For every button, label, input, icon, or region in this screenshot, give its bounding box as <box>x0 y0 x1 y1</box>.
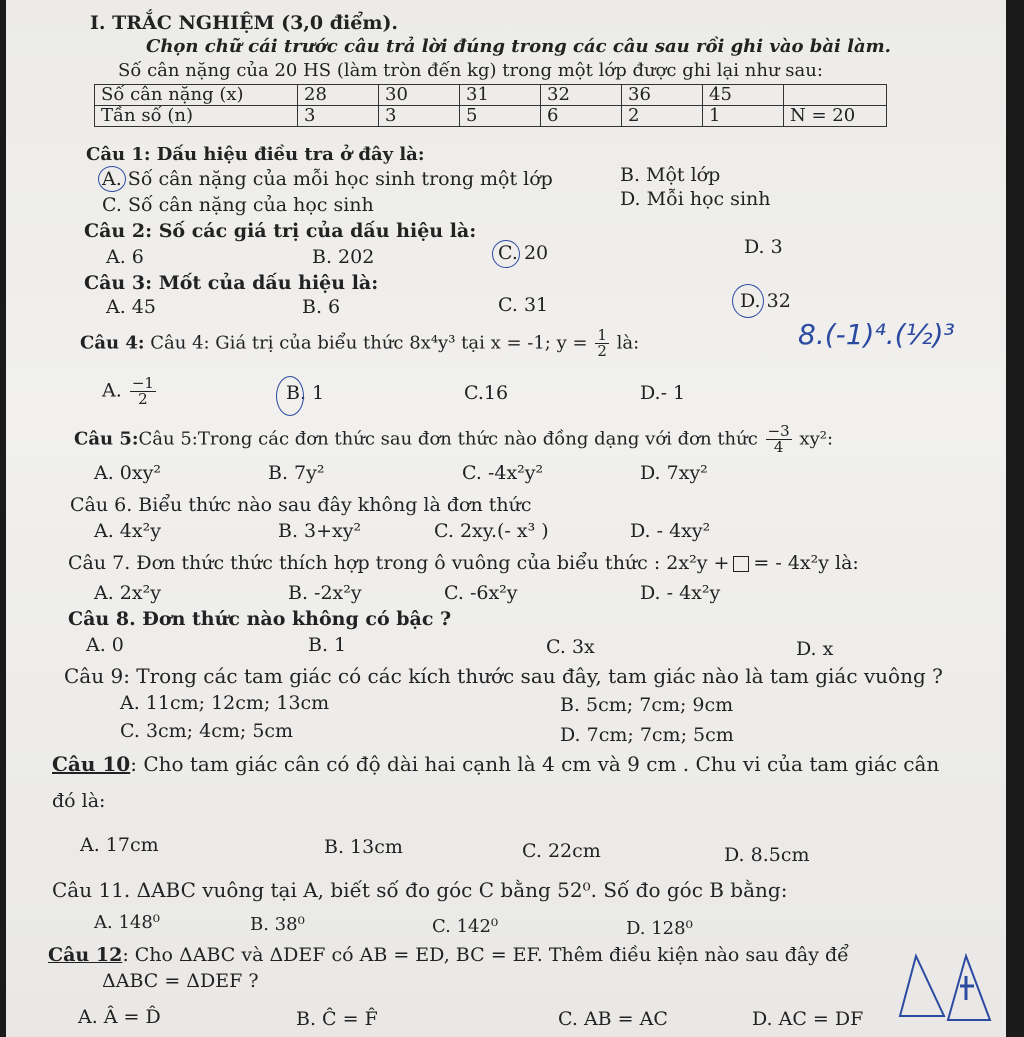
q1-option-b: B. Một lớp <box>620 164 721 186</box>
q3-option-a: A. 45 <box>106 296 156 318</box>
q10-option-b: B. 13cm <box>324 836 403 858</box>
fraction-denominator: 2 <box>597 342 607 360</box>
q7-option-c: C. -6x²y <box>444 582 518 604</box>
q4-option-d: D.- 1 <box>640 382 686 404</box>
question-10-label: Câu 10 <box>52 752 131 776</box>
question-10-line2: đó là: <box>52 790 106 812</box>
frequency-table <box>94 84 887 127</box>
question-11: Câu 11. ΔABC vuông tại A, biết số đo góc C bằng 52⁰. Số đo góc B bằng: <box>52 878 788 902</box>
q10-option-d: D. 8.5cm <box>724 844 810 866</box>
answer-circle <box>98 166 126 192</box>
answer-circle <box>492 240 520 268</box>
question-5 <box>74 424 833 455</box>
q2-option-c: C. 20 <box>498 242 549 264</box>
q5-option-d: D. 7xy² <box>640 462 708 484</box>
q8-option-b: B. 1 <box>308 634 347 656</box>
q5-option-a: A. 0xy² <box>94 462 161 484</box>
fraction <box>130 376 156 407</box>
exam-page <box>6 0 1006 1037</box>
question-7-text: Câu 7. Đơn thức thức thích hợp trong ô vuông của biểu thức : 2x²y + <box>68 552 730 574</box>
table-row <box>95 106 887 127</box>
table-cell: 31 <box>460 85 541 106</box>
table-cell: 1 <box>703 106 784 127</box>
q8-option-c: C. 3x <box>546 636 595 658</box>
instruction: Chọn chữ cái trước câu trả lời đúng trong các câu sau rồi ghi vào bài làm. <box>146 36 891 57</box>
table-cell: 30 <box>379 85 460 106</box>
fraction-numerator: 1 <box>597 326 607 344</box>
answer-box <box>733 556 749 572</box>
question-5-suffix: xy²: <box>799 428 834 450</box>
q11-option-a: A. 148⁰ <box>94 912 161 933</box>
q1-option-a: A. Số cân nặng của mỗi học sinh trong một lớp <box>102 168 553 190</box>
q6-option-c: C. 2xy.(- x³ ) <box>434 520 549 542</box>
q3-option-b: B. 6 <box>302 296 341 318</box>
answer-circle <box>276 376 304 416</box>
question-3: Câu 3: Mốt của dấu hiệu là: <box>84 272 379 294</box>
table-cell: Tần số (n) <box>95 106 298 127</box>
q2-option-a: A. 6 <box>106 246 144 268</box>
table-cell: N = 20 <box>784 106 887 127</box>
table-cell: 2 <box>622 106 703 127</box>
section-title: I. TRẮC NGHIỆM (3,0 điểm). <box>90 12 399 34</box>
question-9: Câu 9: Trong các tam giác có các kích thước sau đây, tam giác nào là tam giác vuông ? <box>64 664 943 688</box>
question-7 <box>68 552 859 574</box>
question-1: Câu 1: Dấu hiệu điều tra ở đây là: <box>86 144 425 165</box>
q6-option-b: B. 3+xy² <box>278 520 362 542</box>
question-12-label: Câu 12 <box>48 944 123 966</box>
table-cell: 3 <box>298 106 379 127</box>
answer-circle <box>732 284 764 318</box>
q9-option-d: D. 7cm; 7cm; 5cm <box>560 724 734 746</box>
question-4-text: Câu 4: Giá trị của biểu thức 8x⁴y³ tại x = -1; y = <box>150 332 588 354</box>
table-cell: 32 <box>541 85 622 106</box>
q4-option-c: C.16 <box>464 382 509 404</box>
q12-option-a: A. Â = D̂ <box>78 1006 161 1028</box>
table-cell: 3 <box>379 106 460 127</box>
question-8: Câu 8. Đơn thức nào không có bậc ? <box>68 608 452 630</box>
q9-option-b: B. 5cm; 7cm; 9cm <box>560 694 734 716</box>
q10-option-c: C. 22cm <box>522 840 601 862</box>
table-cell: 45 <box>703 85 784 106</box>
q7-option-d: D. - 4x²y <box>640 582 721 604</box>
q12-option-d: D. AC = DF <box>752 1008 864 1030</box>
handwritten-triangle-sketch <box>886 946 996 1034</box>
q12-option-c: C. AB = AC <box>558 1008 668 1030</box>
q3-option-d: D. 32 <box>740 290 791 312</box>
q2-option-b: B. 202 <box>312 246 375 268</box>
table-cell: Số cân nặng (x) <box>95 85 298 106</box>
question-12 <box>48 944 849 966</box>
q8-option-d: D. x <box>796 638 834 660</box>
fraction <box>595 328 609 359</box>
q7-option-a: A. 2x²y <box>94 582 161 604</box>
fraction-denominator: 2 <box>138 390 148 408</box>
q7-option-b: B. -2x²y <box>288 582 362 604</box>
question-10 <box>52 752 939 776</box>
question-7-suffix: = - 4x²y là: <box>753 552 859 574</box>
table-cell <box>784 85 887 106</box>
q11-option-c: C. 142⁰ <box>432 916 499 937</box>
question-2: Câu 2: Số các giá trị của dấu hiệu là: <box>84 220 477 242</box>
q6-option-d: D. - 4xy² <box>630 520 711 542</box>
fraction <box>766 424 792 455</box>
question-6: Câu 6. Biểu thức nào sau đây không là đơn thức <box>70 494 532 516</box>
table-cell: 28 <box>298 85 379 106</box>
q10-option-a: A. 17cm <box>80 834 159 856</box>
q3-option-c: C. 31 <box>498 294 549 316</box>
q11-option-b: B. 38⁰ <box>250 914 305 935</box>
q4-option-b: B. 1 <box>286 382 325 404</box>
q5-option-c: C. -4x²y² <box>462 462 544 484</box>
table-intro: Số cân nặng của 20 HS (làm tròn đến kg) trong một lớp được ghi lại như sau: <box>118 60 823 81</box>
table-cell: 5 <box>460 106 541 127</box>
question-12-text: : Cho ΔABC và ΔDEF có AB = ED, BC = EF. Thêm điều kiện nào sau đây để <box>122 944 849 966</box>
question-5-text: Câu 5:Trong các đơn thức sau đơn thức nào đồng dạng với đơn thức <box>138 428 758 450</box>
question-12-line2: ΔABC = ΔDEF ? <box>102 970 259 992</box>
table-row <box>95 85 887 106</box>
question-4 <box>80 328 639 359</box>
question-4-suffix: là: <box>616 332 640 354</box>
fraction-numerator: −3 <box>767 422 790 440</box>
q9-option-c: C. 3cm; 4cm; 5cm <box>120 720 294 742</box>
q1-option-d: D. Mỗi học sinh <box>620 188 771 210</box>
q11-option-d: D. 128⁰ <box>626 918 693 939</box>
q6-option-a: A. 4x²y <box>94 520 161 542</box>
q12-option-b: B. Ĉ = F̂ <box>296 1008 378 1030</box>
question-5-label: Câu 5: <box>74 428 139 450</box>
handwritten-working: 8.(-1)⁴.(½)³ <box>798 318 955 351</box>
table-cell: 6 <box>541 106 622 127</box>
q1-option-c: C. Số cân nặng của học sinh <box>102 194 374 216</box>
question-4-label: Câu 4: <box>80 332 145 354</box>
q5-option-b: B. 7y² <box>268 462 325 484</box>
q9-option-a: A. 11cm; 12cm; 13cm <box>120 692 330 714</box>
question-10-text: : Cho tam giác cân có độ dài hai cạnh là 4 cm và 9 cm . Chu vi của tam giác cân <box>130 752 940 776</box>
table-cell: 36 <box>622 85 703 106</box>
q4-option-a <box>102 376 158 407</box>
q8-option-a: A. 0 <box>86 634 124 656</box>
fraction-denominator: 4 <box>773 438 784 456</box>
q2-option-d: D. 3 <box>744 236 783 258</box>
q4-option-a-label: A. <box>102 379 122 402</box>
fraction-numerator: −1 <box>131 374 154 392</box>
